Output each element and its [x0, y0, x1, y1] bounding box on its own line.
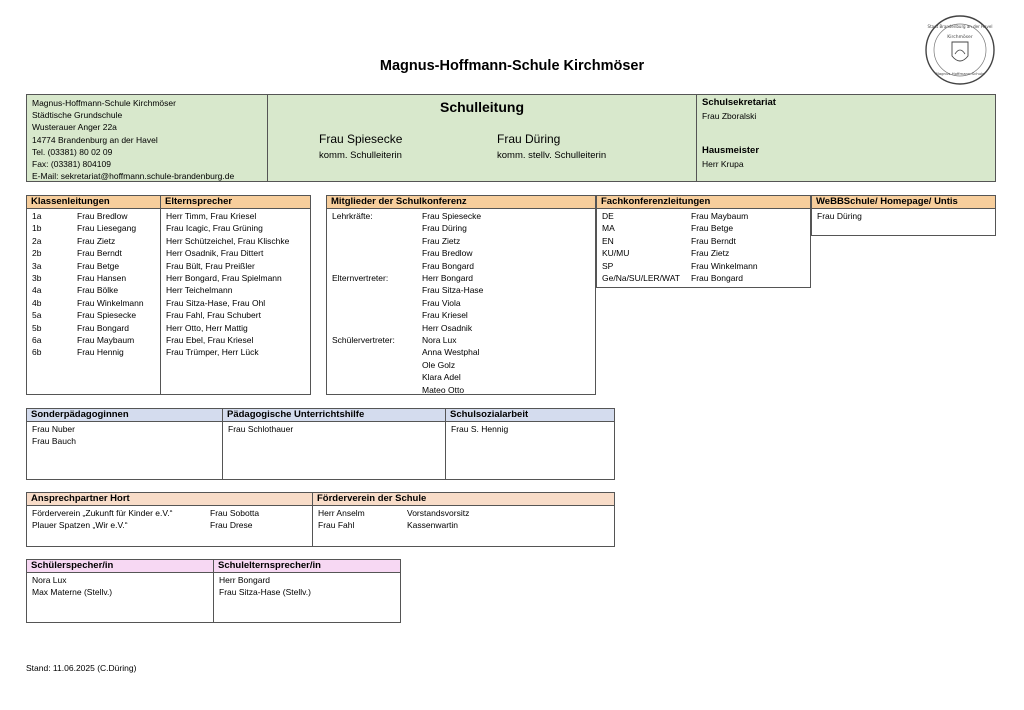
konferenz-row	[332, 247, 590, 259]
schuelersprecher-column	[27, 560, 213, 622]
foerderverein-row-role: Kassenwartin	[407, 520, 459, 531]
konferenz-member: Nora Lux	[422, 335, 457, 346]
konferenz-member: Frau Kriesel	[422, 310, 468, 321]
sozialarbeit-column	[445, 409, 614, 479]
fach-row-subject: DE	[602, 211, 614, 221]
schuelersprecher-name: Max Materne (Stellv.)	[32, 587, 113, 598]
class-row-name: Frau Maybaum	[77, 335, 135, 346]
elternsprecher-row: Frau Bült, Frau Preißler	[166, 260, 255, 271]
page-title: Magnus-Hoffmann-Schule Kirchmöser	[379, 58, 645, 74]
hort-row-name: Frau Drese	[210, 520, 253, 531]
konferenz-row	[332, 210, 590, 222]
elternsprecher-row: Frau Icagic, Frau Grüning	[166, 223, 263, 234]
address-column	[27, 95, 267, 181]
unterrichtshilfe-heading: Pädagogische Unterrichtshilfe	[223, 409, 445, 422]
elternsprecher-row: Herr Otto, Herr Mattig	[166, 322, 248, 333]
class-row-class: 1b	[32, 223, 42, 234]
elternsprecher-column	[160, 196, 310, 394]
hort-column	[27, 493, 312, 546]
fach-row-name: Frau Winkelmann	[691, 260, 758, 271]
konferenz-row	[332, 359, 590, 371]
hort-block	[26, 492, 615, 547]
address-line: Fax: (03381) 804109	[32, 159, 111, 170]
elternsprecher-row: Frau Sitza-Hase, Frau Ohl	[166, 297, 266, 308]
class-row-class: 1a	[32, 211, 42, 221]
klassen-block	[26, 195, 311, 395]
konferenz-group-label	[332, 222, 422, 234]
konferenz-member: Frau Zietz	[422, 235, 461, 246]
fach-row-name: Frau Zietz	[691, 248, 730, 259]
konferenz-row	[332, 260, 590, 272]
webb-block	[811, 195, 996, 236]
class-row-class: 5a	[32, 310, 42, 321]
class-row-class: 6b	[32, 347, 42, 358]
foerderverein-column	[312, 493, 614, 546]
schulleitung-column	[267, 95, 696, 181]
class-row-name: Frau Bölke	[77, 285, 119, 296]
konferenz-row	[332, 346, 590, 358]
konferenz-row	[332, 309, 590, 321]
klassenleitungen-column	[27, 196, 160, 394]
konferenz-group-label	[332, 235, 422, 247]
sozialarbeit-list	[446, 422, 614, 436]
foerderverein-heading: Förderverein der Schule	[313, 493, 614, 506]
class-row	[32, 210, 155, 222]
foerderverein-row	[318, 519, 609, 531]
konferenz-member: Frau Viola	[422, 297, 461, 308]
konferenz-group-label	[332, 260, 422, 272]
fach-row	[602, 272, 805, 284]
elternsprecher-heading: Elternsprecher	[161, 196, 310, 209]
sozialarbeit-heading: Schulsozialarbeit	[446, 409, 614, 422]
unterrichtshilfe-name: Frau Schlothauer	[228, 424, 294, 434]
fach-row-subject: EN	[602, 235, 614, 246]
schulelternsprecher-list	[214, 573, 400, 600]
hausmeister-heading: Hausmeister	[702, 145, 760, 156]
seal-text-mid: Kirchmöser	[947, 35, 973, 40]
konferenz-row	[332, 284, 590, 296]
schuelersprecher-name: Nora Lux	[32, 575, 67, 585]
sonder-heading: Sonderpädagoginnen	[27, 409, 222, 422]
elternsprecher-row: Herr Timm, Frau Kriesel	[166, 211, 257, 221]
fach-row-name: Frau Berndt	[691, 235, 736, 246]
elternsprecher-row: Herr Bongard, Frau Spielmann	[166, 273, 282, 284]
sekretariat-heading: Schulsekretariat	[702, 97, 776, 108]
elternsprecher-row: Frau Fahl, Frau Schubert	[166, 310, 261, 321]
class-row	[32, 297, 155, 309]
schulleiterin-name: Frau Spiesecke	[319, 132, 403, 146]
class-row	[32, 334, 155, 346]
schulleitung-heading: Schulleitung	[440, 99, 524, 115]
webb-heading: WeBBSchule/ Homepage/ Untis	[812, 196, 995, 209]
seal-text-bottom: Magnus-Hoffmann-Schule	[935, 71, 985, 76]
address-line: Städtische Grundschule	[32, 110, 123, 121]
foerderverein-row-role: Vorstandsvorsitz	[407, 508, 470, 518]
hort-row-org: Plauer Spatzen „Wir e.V.“	[32, 520, 128, 531]
address-line: Tel. (03381) 80 02 09	[32, 146, 113, 157]
elternsprecher-row: Herr Schützeichel, Frau Klischke	[166, 235, 290, 246]
konferenz-member: Anna Westphal	[422, 347, 480, 358]
footer-stand: Stand: 11.06.2025 (C.Düring)	[26, 663, 137, 673]
foerderverein-row	[318, 507, 609, 519]
fach-row	[602, 247, 805, 259]
schuelersprecher-list	[27, 573, 213, 600]
schulelternsprecher-heading: Schulelternsprecher/in	[214, 560, 400, 573]
sekretariat-column	[696, 95, 995, 181]
class-row-class: 6a	[32, 335, 42, 346]
sprecher-block	[26, 559, 401, 623]
konferenz-group-label	[332, 359, 422, 371]
class-row	[32, 322, 155, 334]
konferenz-row	[332, 371, 590, 383]
konferenz-group-label: Schülervertreter:	[332, 335, 395, 346]
konferenz-group-label	[332, 371, 422, 383]
schulelternsprecher-name: Herr Bongard	[219, 575, 271, 585]
konferenz-member: Frau Bredlow	[422, 248, 473, 259]
hort-row-org: Förderverein „Zukunft für Kinder e.V.“	[32, 508, 173, 518]
konferenz-group-label	[332, 322, 422, 334]
fach-row	[602, 222, 805, 234]
class-row-name: Frau Winkelmann	[77, 297, 144, 308]
elternsprecher-row: Herr Teichelmann	[166, 285, 233, 296]
elternsprecher-row: Frau Ebel, Frau Kriesel	[166, 335, 254, 346]
foerderverein-list	[313, 506, 614, 533]
class-row-name: Frau Spiesecke	[77, 310, 137, 321]
konferenz-group-label	[332, 384, 422, 396]
class-row	[32, 235, 155, 247]
fachkonferenz-block	[596, 195, 811, 288]
class-row-class: 5b	[32, 322, 42, 333]
address-lines	[27, 95, 267, 183]
class-row	[32, 309, 155, 321]
address-line: Wusterauer Anger 22a	[32, 122, 117, 133]
class-row-class: 4b	[32, 297, 42, 308]
elternsprecher-row: Frau Trümper, Herr Lück	[166, 347, 259, 358]
konferenz-row	[332, 322, 590, 334]
konferenz-group-label: Lehrkräfte:	[332, 211, 373, 221]
schulkonferenz-heading: Mitglieder der Schulkonferenz	[327, 196, 595, 209]
fach-row	[602, 260, 805, 272]
fach-row-subject: SP	[602, 260, 614, 271]
class-row	[32, 260, 155, 272]
class-row	[32, 222, 155, 234]
elternsprecher-list	[161, 209, 310, 360]
unterrichtshilfe-list	[223, 422, 445, 436]
fach-row-name: Frau Bongard	[691, 273, 743, 284]
sonder-list	[27, 422, 222, 449]
konferenz-group-label	[332, 309, 422, 321]
class-row-name: Frau Bredlow	[77, 211, 128, 221]
support-block	[26, 408, 615, 480]
klassenleitungen-heading: Klassenleitungen	[27, 196, 160, 209]
foerderverein-row-name: Herr Anselm	[318, 508, 365, 518]
class-row	[32, 346, 155, 358]
schulelternsprecher-name: Frau Sitza-Hase (Stellv.)	[219, 587, 311, 598]
class-row	[32, 272, 155, 284]
class-row	[32, 284, 155, 296]
konferenz-row	[332, 235, 590, 247]
konferenz-member: Frau Spiesecke	[422, 211, 482, 221]
class-row-name: Frau Bongard	[77, 322, 129, 333]
schulkonferenz-block	[326, 195, 596, 395]
hort-row	[32, 507, 307, 519]
fach-row	[602, 235, 805, 247]
address-line: Magnus-Hoffmann-Schule Kirchmöser	[32, 98, 176, 108]
class-row-name: Frau Zietz	[77, 235, 116, 246]
address-line: E-Mail: sekretariat@hoffmann.schule-brandenburg.de	[32, 171, 235, 182]
class-row-name: Frau Hennig	[77, 347, 124, 358]
klassenleitungen-list	[27, 209, 160, 360]
sonder-name: Frau Nuber	[32, 424, 75, 434]
konferenz-row	[332, 222, 590, 234]
konferenz-member: Ole Golz	[422, 359, 456, 370]
konferenz-group-label	[332, 297, 422, 309]
class-row-name: Frau Hansen	[77, 273, 127, 284]
hort-list	[27, 506, 312, 533]
class-row-class: 2b	[32, 248, 42, 259]
fach-row-subject: Ge/Na/SU/LER/WAT	[602, 273, 680, 284]
class-row-name: Frau Betge	[77, 260, 120, 271]
class-row-class: 3b	[32, 273, 42, 284]
konferenz-group-label: Elternvertreter:	[332, 273, 389, 284]
sonder-column	[27, 409, 222, 479]
konferenz-member: Klara Adel	[422, 372, 461, 383]
fach-row-name: Frau Betge	[691, 223, 734, 234]
konferenz-row	[332, 272, 590, 284]
school-seal	[924, 14, 996, 86]
stellv-schulleiterin-role: komm. stellv. Schulleiterin	[497, 150, 607, 161]
class-row-class: 2a	[32, 235, 42, 246]
hort-row	[32, 519, 307, 531]
sekretariat-name: Frau Zboralski	[702, 111, 757, 121]
fachkonferenz-list	[597, 209, 810, 285]
konferenz-member: Frau Bongard	[422, 260, 474, 271]
fach-row-subject: KU/MU	[602, 248, 630, 259]
hort-heading: Ansprechpartner Hort	[27, 493, 312, 506]
fachkonferenz-heading: Fachkonferenzleitungen	[597, 196, 810, 209]
unterrichtshilfe-column	[222, 409, 445, 479]
konferenz-row	[332, 334, 590, 346]
konferenz-member: Herr Osadnik	[422, 322, 473, 333]
stellv-schulleiterin-name: Frau Düring	[497, 132, 561, 146]
elternsprecher-row: Herr Osadnik, Frau Dittert	[166, 248, 264, 259]
class-row-class: 3a	[32, 260, 42, 271]
class-row-class: 4a	[32, 285, 42, 296]
foerderverein-row-name: Frau Fahl	[318, 520, 355, 531]
konferenz-member: Mateo Otto	[422, 384, 465, 395]
class-row	[32, 247, 155, 259]
schulkonferenz-list	[327, 209, 595, 397]
konferenz-row	[332, 297, 590, 309]
header-block	[26, 94, 996, 182]
konferenz-group-label	[332, 247, 422, 259]
konferenz-group-label	[332, 346, 422, 358]
konferenz-member: Frau Sitza-Hase	[422, 285, 484, 296]
konferenz-member: Herr Bongard	[422, 273, 474, 284]
konferenz-member: Frau Düring	[422, 223, 467, 234]
class-row-name: Frau Berndt	[77, 248, 122, 259]
seal-text-top: Stadt Brandenburg an der Havel	[927, 24, 993, 29]
schulelternsprecher-column	[213, 560, 400, 622]
hausmeister-name: Herr Krupa	[702, 159, 744, 169]
class-row-name: Frau Liesegang	[77, 223, 137, 234]
sonder-name: Frau Bauch	[32, 436, 76, 447]
fach-row	[602, 210, 805, 222]
hort-row-name: Frau Sobotta	[210, 508, 260, 518]
address-line: 14774 Brandenburg an der Havel	[32, 134, 158, 145]
konferenz-row	[332, 384, 590, 396]
fach-row-name: Frau Maybaum	[691, 211, 749, 221]
schuelersprecher-heading: Schülerspecher/in	[27, 560, 213, 573]
webb-name: Frau Düring	[817, 211, 862, 221]
konferenz-group-label	[332, 284, 422, 296]
fach-row-subject: MA	[602, 223, 615, 234]
sozialarbeit-name: Frau S. Hennig	[451, 424, 509, 434]
schulleiterin-role: komm. Schulleiterin	[319, 150, 402, 161]
